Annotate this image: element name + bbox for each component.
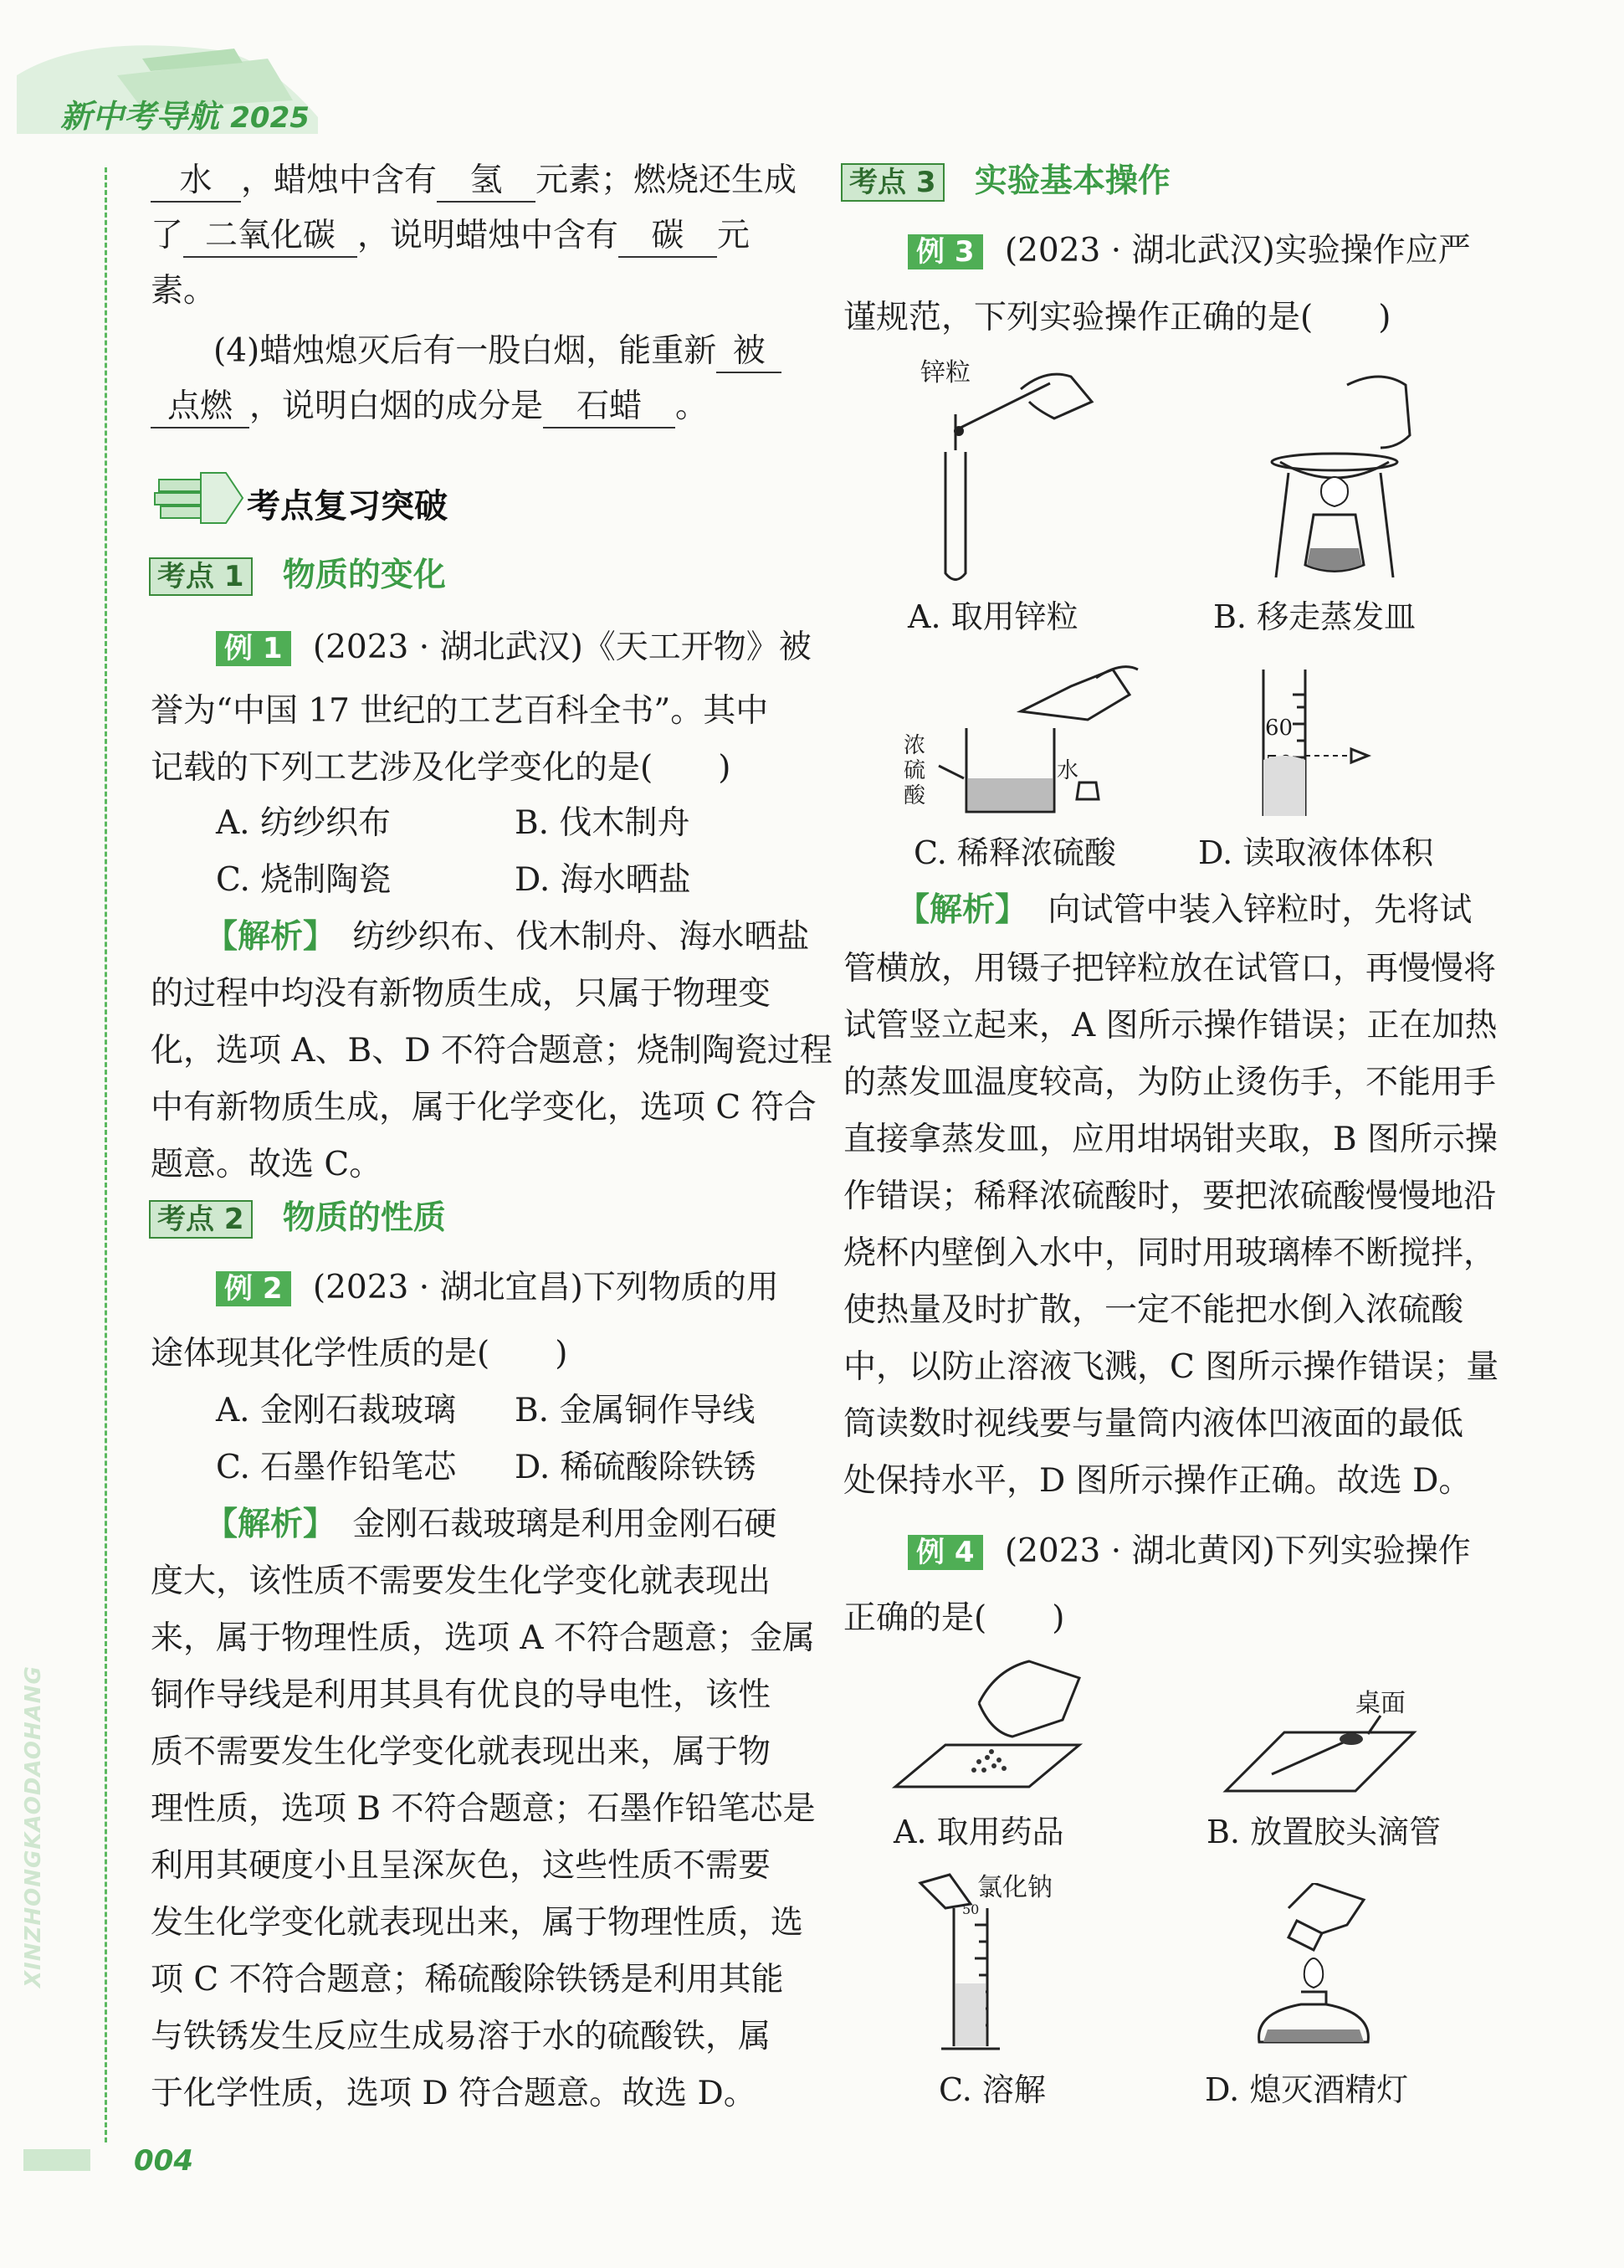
example-text: (2023 · 湖北武汉)实验操作应严 [1004,232,1471,269]
analysis-text: 化，选项 A、B、D 不符合题意；烧制陶瓷过程 [151,1032,832,1070]
kaodian-title: 物质的变化 [282,557,446,594]
analysis-label: 【解析】 [205,1506,336,1543]
option-b: B. 放置胶头滴管 [1206,1814,1442,1850]
figure-alcohol-lamp [1230,1883,1397,2059]
analysis-text: 处保持水平，D 图所示操作正确。故选 D。 [843,1462,1472,1500]
tick-60: 60 [1265,716,1294,741]
blank-paraffin: 石蜡 [543,387,675,428]
analysis-label: 【解析】 [205,918,336,956]
option-d: D. 海水晒盐 [515,861,691,899]
analysis-text: 使热量及时扩散，一定不能把水倒入浓硫酸 [843,1291,1464,1329]
example-text: 记载的下列工艺涉及化学变化的是( ) [151,749,731,787]
example-tag: 例 4 [908,1535,983,1570]
analysis-text: 发生化学变化就表现出来，属于物理性质，选 [151,1904,804,1942]
analysis-text: 铜作导线是利用其具有优良的导电性，该性 [151,1676,771,1714]
q4-text: 。 [675,387,709,425]
footer-bar [23,2149,90,2171]
blank-hydrogen: 氢 [437,161,535,203]
analysis-text: 的蒸发皿温度较高，为防止烫伤手，不能用手 [843,1064,1497,1101]
analysis-text: 中，以防止溶液飞溅，C 图所示操作错误；量 [843,1348,1499,1386]
q4-text: ，说明白烟的成分是 [249,387,544,425]
figure-read-volume [1247,670,1414,820]
blank-water: 水 [151,161,241,203]
desk-label: 桌面 [1355,1689,1406,1718]
option-c: C. 溶解 [939,2071,1046,2108]
figure-take-chemical [887,1653,1088,1795]
intro-text: 元素；燃烧还生成 [535,162,797,199]
example-text: 途体现其化学性质的是( ) [151,1335,568,1373]
analysis-text: 作错误；稀释浓硫酸时，要把浓硫酸慢慢地沿 [843,1178,1497,1215]
analysis-label: 【解析】 [897,891,1028,929]
side-pinyin: XINZHONGKAODAOHANG [21,1665,46,1988]
example-text: (2023 · 湖北宜昌)下列物质的用 [312,1269,779,1306]
acid-label-3: 酸 [904,783,926,808]
kaodian-tag: 考点 2 [149,1200,253,1239]
example-text: 正确的是( ) [843,1599,1065,1637]
example-tag: 例 1 [216,631,291,666]
analysis-text: 利用其硬度小且呈深灰色，这些性质不需要 [151,1847,771,1885]
figure-dissolve [912,1866,1079,2059]
brand-year: 2025 [230,101,310,135]
analysis-text: 筒读数时视线要与量筒内液体凹液面的最低 [843,1405,1464,1443]
example-text: (2023 · 湖北黄冈)下列实验操作 [1004,1532,1471,1570]
analysis-text: 质不需要发生化学变化就表现出来，属于物 [151,1733,771,1771]
analysis-text: 中有新物质生成，属于化学变化，选项 C 符合 [151,1089,817,1126]
kaodian-title: 实验基本操作 [974,162,1171,200]
analysis-text: 度大，该性质不需要发生化学变化就表现出 [151,1562,771,1600]
option-c: C. 烧制陶瓷 [216,861,392,899]
intro-text: ，说明蜡烛中含有 [357,217,619,254]
option-c: C. 石墨作铅笔芯 [216,1449,457,1486]
nacl-label: 氯化钠 [977,1873,1053,1902]
analysis-text: 的过程中均没有新物质生成，只属于物理变 [151,975,771,1013]
acid-label-2: 硫 [904,758,926,783]
q4-text: (4)蜡烛熄灭后有一股白烟，能重新 [213,332,717,370]
intro-text: 元 [717,217,751,254]
option-d: D. 读取液体体积 [1198,834,1434,871]
analysis-text: 与铁锈发生反应生成易溶于水的硫酸铁，属 [151,2018,771,2055]
figure-dilute-acid [904,661,1155,820]
intro-text: 了 [151,217,184,254]
example-text: 谨规范，下列实验操作正确的是( ) [843,299,1391,336]
example-tag: 例 3 [908,234,983,269]
intro-text: ，蜡烛中含有 [241,162,438,199]
blank-co2: 二氧化碳 [183,216,357,258]
option-a: A. 取用药品 [894,1814,1064,1850]
analysis-text: 于化学性质，选项 D 符合题意。故选 D。 [151,2075,756,2112]
analysis-text: 直接拿蒸发皿，应用坩埚钳夹取，B 图所示操 [843,1121,1498,1158]
analysis-text: 纺纱织布、伐木制舟、海水晒盐 [352,918,810,956]
kaodian-tag: 考点 3 [841,163,945,202]
zinc-label: 锌粒 [920,358,971,387]
kaodian-tag: 考点 1 [149,557,253,596]
section-title: 考点复习突破 [247,487,448,526]
option-b: B. 伐木制舟 [515,804,690,842]
option-b: B. 金属铜作导线 [515,1392,756,1429]
blank-relit-2: 点燃 [151,387,249,428]
analysis-text: 向试管中装入锌粒时，先将试 [1048,891,1473,929]
example-text: 誉为“中国 17 世纪的工艺百科全书”。其中 [151,692,769,730]
books-icon [151,464,251,531]
section-heading [151,464,469,531]
kaodian-title: 物质的性质 [282,1199,446,1237]
option-a: A. 金刚石裁玻璃 [216,1392,456,1429]
figure-dropper-on-desk [1222,1682,1422,1799]
option-c: C. 稀释浓硫酸 [914,834,1116,871]
option-d: D. 熄灭酒精灯 [1205,2071,1409,2108]
analysis-text: 题意。故选 C。 [151,1146,382,1183]
option-a: A. 取用锌粒 [908,598,1078,635]
margin-dashed-line [105,167,107,2142]
analysis-text: 试管竖立起来，A 图所示操作错误；正在加热 [843,1007,1498,1044]
acid-label-1: 浓 [904,733,926,758]
figure-evaporating-dish [1255,368,1447,586]
analysis-text: 理性质，选项 B 不符合题意；石墨作铅笔芯是 [151,1790,816,1828]
option-d: D. 稀硫酸除铁锈 [515,1449,756,1486]
analysis-text: 金刚石裁玻璃是利用金刚石硬 [352,1506,777,1543]
blank-carbon: 碳 [618,216,717,258]
example-text: (2023 · 湖北武汉)《天工开物》被 [312,629,812,666]
page-number: 004 [134,2144,193,2178]
blank-relit: 被 [716,331,781,373]
analysis-text: 来，属于物理性质，选项 A 不符合题意；金属 [151,1619,815,1657]
example-tag: 例 2 [216,1271,291,1306]
figure-take-zinc [904,351,1096,586]
cylinder-tick: 50 [962,1901,980,1917]
brand-title: 新中考导航 [60,98,220,135]
analysis-text: 烧杯内壁倒入水中，同时用玻璃棒不断搅拌， [843,1234,1497,1272]
analysis-text: 项 C 不符合题意；稀硫酸除铁锈是利用其能 [151,1961,784,1999]
water-label: 水 [1057,758,1079,783]
option-a: A. 纺纱织布 [216,804,391,842]
intro-text: 素。 [151,272,217,310]
analysis-text: 管横放，用镊子把锌粒放在试管口，再慢慢将 [843,950,1497,988]
option-b: B. 移走蒸发皿 [1213,598,1417,635]
